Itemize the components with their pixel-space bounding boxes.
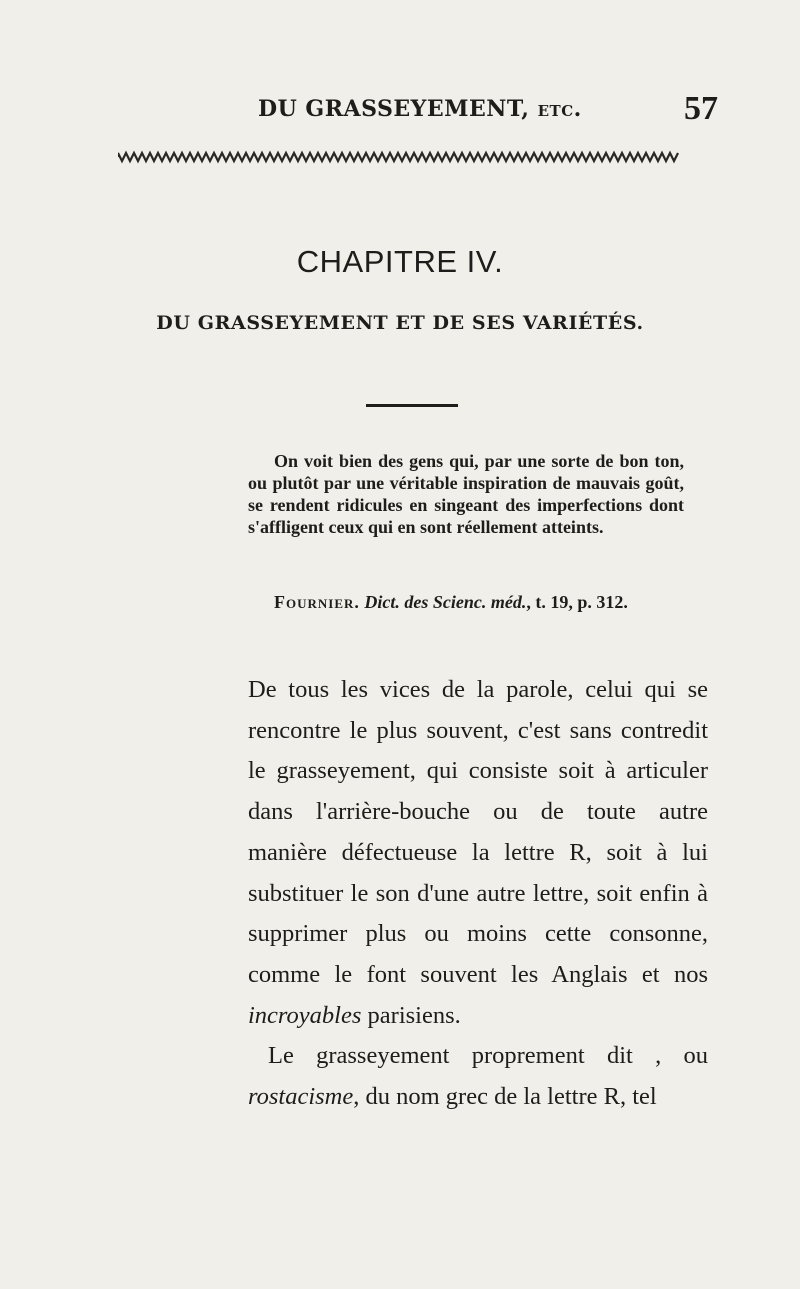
page-number: 57 <box>684 90 718 127</box>
running-title: DU GRASSEYEMENT, etc. <box>258 96 582 122</box>
decorative-wave-ornament <box>118 150 680 164</box>
attribution-reference: , t. 19, p. 312. <box>526 592 628 612</box>
running-head <box>258 90 718 136</box>
paragraph-1 <box>248 670 708 1036</box>
chapter-title: CHAPITRE IV. <box>296 244 504 279</box>
epigraph-attribution <box>274 592 734 613</box>
paragraph-1-end: parisiens. <box>361 1001 461 1029</box>
attribution-work: Dict. des Scienc. méd. <box>364 592 527 612</box>
paragraph-2 <box>248 1036 708 1117</box>
chapter-subtitle: DU GRASSEYEMENT ET DE SES VARIÉTÉS. <box>156 312 644 334</box>
epigraph-quote: On voit bien des gens qui, par une sorte de bon ton, ou plutôt par une véritable inspiration de mauvais goût, se rendent ridicules en singeant des imperfections dont s'affligent ceux qui en sont réellement atteints. <box>248 451 684 537</box>
section-rule <box>366 404 458 407</box>
attribution-author: Fournier. <box>274 592 360 612</box>
paragraph-1-italic: incroyables <box>248 1001 362 1029</box>
body-text <box>248 670 708 1118</box>
paragraph-2-end: , du nom grec de la lettre R, tel <box>353 1083 657 1111</box>
paragraph-2-start: Le grasseyement proprement dit , ou <box>268 1042 708 1070</box>
paragraph-1-text: De tous les vices de la parole, celui qui se rencontre le plus souvent, c'est sans contredit le grasseyement, qui consiste soit à articuler dans l'arrière-bouche ou de toute autre manière défectueuse la lettre R, soit à lui substituer le son d'une autre lettre, soit enfin à supprimer plus ou moins cette consonne, comme le font souvent les Anglais et nos <box>248 676 708 988</box>
paragraph-2-italic: rostacisme <box>248 1083 354 1111</box>
